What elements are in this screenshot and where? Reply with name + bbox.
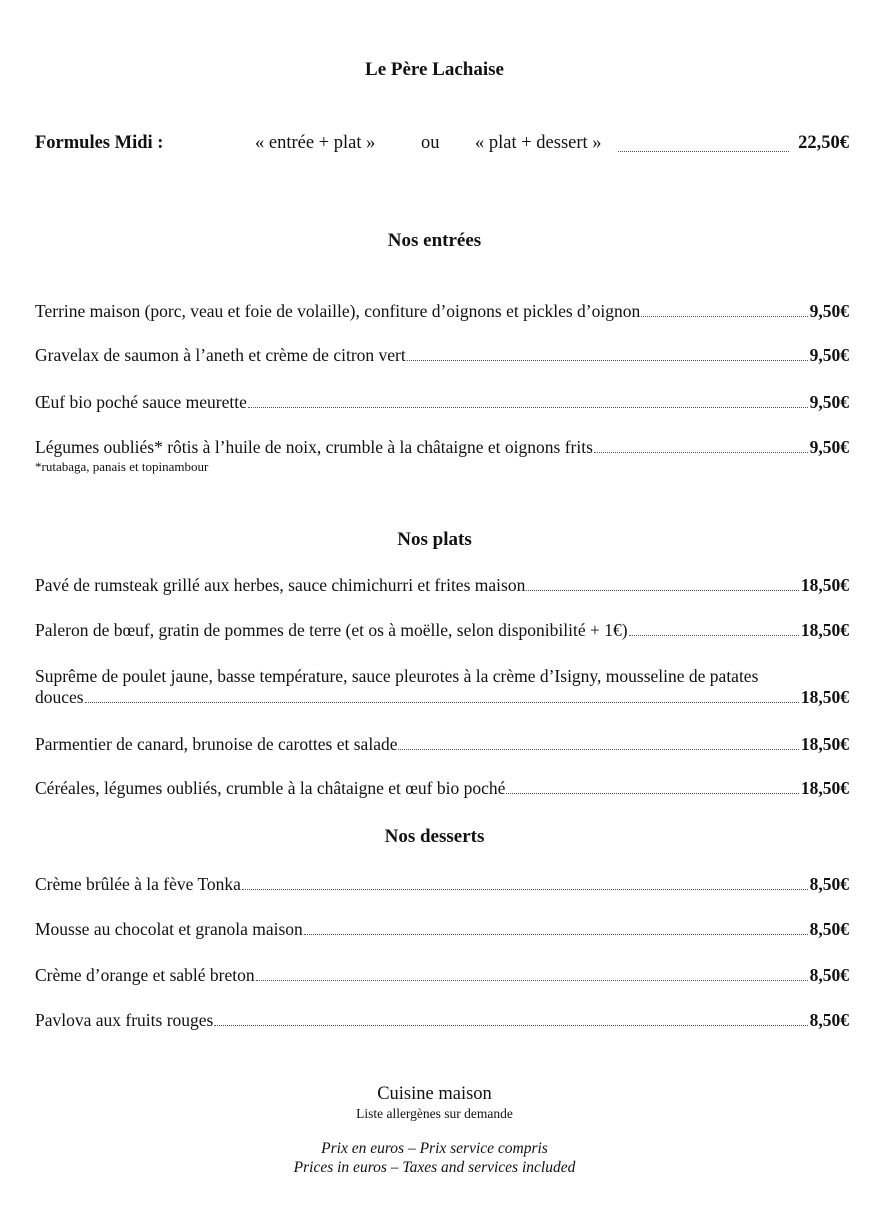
menu-item — [35, 620, 849, 641]
formules-price: 22,50€ — [798, 133, 849, 153]
footer-allergens: Liste allergènes sur demande — [356, 1106, 513, 1121]
item-price: 18,50€ — [800, 734, 849, 754]
section-title-entrees: Nos entrées — [387, 230, 482, 251]
menu-footer — [0, 1084, 869, 1177]
dot-leader — [304, 934, 808, 935]
item-name: Gravelax de saumon à l’aneth et crème de citron vert — [35, 345, 406, 365]
footer-prices-en: Prices in euros – Taxes and services included — [293, 1159, 576, 1176]
item-price: 18,50€ — [800, 778, 849, 798]
formule-or: ou — [421, 133, 440, 153]
item-name: Mousse au chocolat et granola maison — [35, 919, 303, 939]
formules-label: Formules Midi : — [35, 133, 164, 153]
item-price: 9,50€ — [809, 392, 849, 412]
item-name: Pavé de rumsteak grillé aux herbes, sauce chimichurri et frites maison — [35, 575, 526, 595]
item-price: 9,50€ — [809, 345, 849, 365]
item-price: 8,50€ — [809, 1010, 849, 1030]
dot-leader — [641, 316, 807, 317]
item-name: Parmentier de canard, brunoise de carottes et salade — [35, 734, 398, 754]
item-name: Paleron de bœuf, gratin de pommes de terre (et os à moëlle, selon disponibilité + 1€) — [35, 620, 628, 640]
menu-item — [35, 437, 849, 475]
formule-option-entree-plat: « entrée + plat » — [255, 133, 376, 153]
dot-leader — [242, 889, 808, 890]
item-price: 18,50€ — [800, 687, 849, 707]
formules-midi — [35, 133, 849, 159]
dot-leader — [398, 749, 798, 750]
item-footnote: *rutabaga, panais et topinambour — [35, 459, 209, 474]
menu-item — [35, 575, 849, 596]
dot-leader — [506, 793, 798, 794]
menu-item — [35, 778, 849, 799]
menu-item — [35, 345, 849, 366]
menu-item — [35, 392, 849, 413]
section-title-desserts: Nos desserts — [384, 826, 485, 847]
item-name: Œuf bio poché sauce meurette — [35, 392, 247, 412]
dot-leader — [85, 702, 799, 703]
formule-option-plat-dessert: « plat + dessert » — [475, 133, 602, 153]
menu-item — [35, 1010, 849, 1031]
item-price: 8,50€ — [809, 874, 849, 894]
item-price: 18,50€ — [800, 575, 849, 595]
item-name: Terrine maison (porc, veau et foie de volaille), confiture d’oignons et pickles d’oignon — [35, 301, 641, 321]
item-name: Légumes oubliés* rôtis à l’huile de noix, crumble à la châtaigne et oignons frits — [35, 437, 593, 457]
dot-leader — [526, 590, 799, 591]
item-price: 18,50€ — [800, 620, 849, 640]
item-name: Pavlova aux fruits rouges — [35, 1010, 214, 1030]
item-price: 8,50€ — [809, 965, 849, 985]
dot-leader — [407, 360, 808, 361]
menu-item — [35, 734, 849, 755]
menu-item — [35, 965, 849, 986]
dot-leader — [629, 635, 799, 636]
dot-leader — [248, 407, 808, 408]
menu-item — [35, 666, 849, 708]
item-price: 9,50€ — [809, 301, 849, 321]
item-name-line1: Suprême de poulet jaune, basse température, sauce pleurotes à la crème d’Isigny, mousseline de patates — [35, 666, 759, 686]
restaurant-title: Le Père Lachaise — [365, 59, 504, 80]
item-name: douces — [35, 687, 84, 707]
menu-item — [35, 919, 849, 940]
footer-prices-fr: Prix en euros – Prix service compris — [321, 1140, 548, 1157]
footer-cuisine-maison: Cuisine maison — [377, 1084, 492, 1104]
dot-leader — [594, 452, 808, 453]
menu-item — [35, 301, 849, 322]
item-name: Crème d’orange et sablé breton — [35, 965, 255, 985]
section-title-plats: Nos plats — [397, 529, 472, 550]
item-price: 8,50€ — [809, 919, 849, 939]
item-price: 9,50€ — [809, 437, 849, 457]
item-name: Crème brûlée à la fève Tonka — [35, 874, 241, 894]
dot-leader — [214, 1025, 807, 1026]
item-name: Céréales, légumes oubliés, crumble à la châtaigne et œuf bio poché — [35, 778, 506, 798]
dot-leader — [618, 151, 789, 152]
dot-leader — [256, 980, 808, 981]
menu-item — [35, 874, 849, 895]
